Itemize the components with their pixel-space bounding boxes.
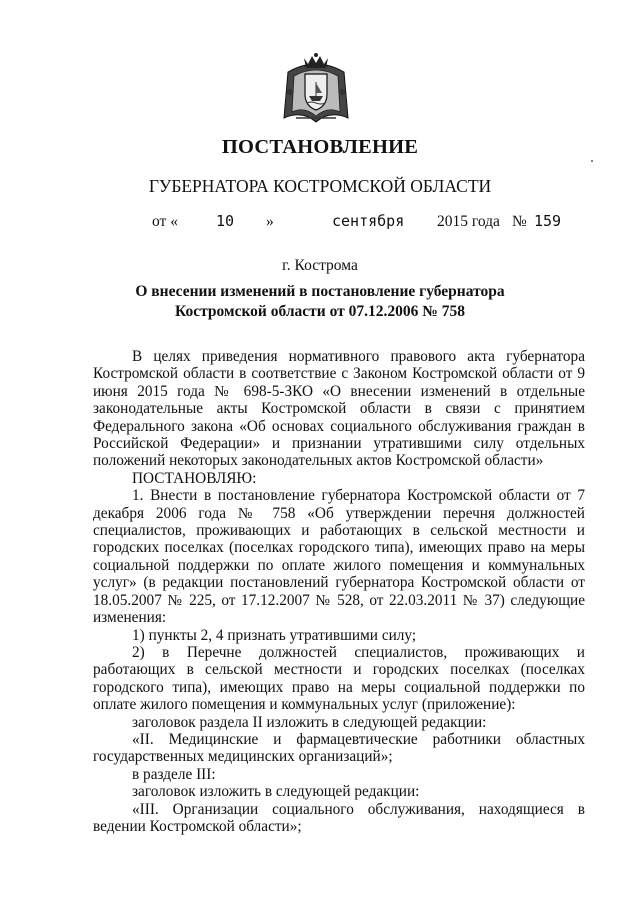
paragraph-preamble: В целях приведения нормативного правового акта губернатора Костромской области в соответствие с Законом Костромской области от 9 июня 2015 года № 698-5-ЗКО «О внесении изменений в отдельные законодательные акты Костромской области в связи с принятием Федерального закона «Об основах социального обслуживания граждан в Российской Федерации» и признании утратившими силу отдельных положений некоторых законодательных актов Костромской области» xyxy=(93,348,585,470)
paragraph-section-2-text: «II. Медицинские и фармацевтические работники областных государственных медицинских организаций»; xyxy=(93,730,585,766)
paragraph-decree: ПОСТАНОВЛЯЮ: xyxy=(132,469,257,487)
paragraph-section-3-heading: заголовок изложить в следующей редакции: xyxy=(132,783,420,801)
document-number: 159 xyxy=(534,212,562,230)
date-day: 10 xyxy=(216,212,235,230)
paragraph-section-3: в разделе III: xyxy=(132,765,216,783)
paragraph-item-1: 1. Внести в постановление губернатора Костромской области от 7 декабря 2006 года № 758 «Об утверждении перечня должностей специалистов, проживающих и работающих в сельской местности и городских поселках (поселках городского типа), имеющих право на меры социальной поддержки по оплате жилого помещения и коммунальных услуг» (в редакции постановлений губернатора Костромской области от 18.05.2007 № 225, от 17.12.2007 № 528, от 22.03.2011 № 37) следующие изменения: xyxy=(93,487,585,627)
number-sign: № xyxy=(512,213,527,230)
margin-mark xyxy=(591,160,593,162)
document-title: ПОСТАНОВЛЕНИЕ xyxy=(221,136,419,158)
date-month: сентября xyxy=(332,212,405,230)
city: г. Кострома xyxy=(282,257,358,274)
paragraph-subitem-2: 2) в Перечне должностей специалистов, проживающих и работающих в сельской местности и городских поселках (поселках городского типа), имеющих право на меры социальной поддержки по оплате жилого помещения и коммунальных услуг (приложение): xyxy=(93,643,585,714)
subject-line-2: Костромской области от 07.12.2006 № 758 xyxy=(175,303,465,320)
coat-of-arms-icon xyxy=(278,52,354,126)
paragraph-subitem-1: 1) пункты 2, 4 признать утратившими силу; xyxy=(132,626,417,644)
paragraph-section-3-text: «III. Организации социального обслуживания, находящиеся в ведении Костромской области»; xyxy=(93,800,585,835)
paragraph-section-2-heading: заголовок раздела II изложить в следующей редакции: xyxy=(132,713,487,731)
date-prefix: от « xyxy=(152,213,178,230)
date-year: 2015 года xyxy=(437,213,500,230)
document-subject xyxy=(0,282,640,322)
document-body xyxy=(93,348,585,835)
issuer-title: ГУБЕРНАТОРА КОСТРОМСКОЙ ОБЛАСТИ xyxy=(148,176,492,196)
date-quote-close: » xyxy=(266,213,274,230)
subject-line-1: О внесении изменений в постановление губернатора xyxy=(135,283,505,300)
date-line xyxy=(0,213,640,237)
